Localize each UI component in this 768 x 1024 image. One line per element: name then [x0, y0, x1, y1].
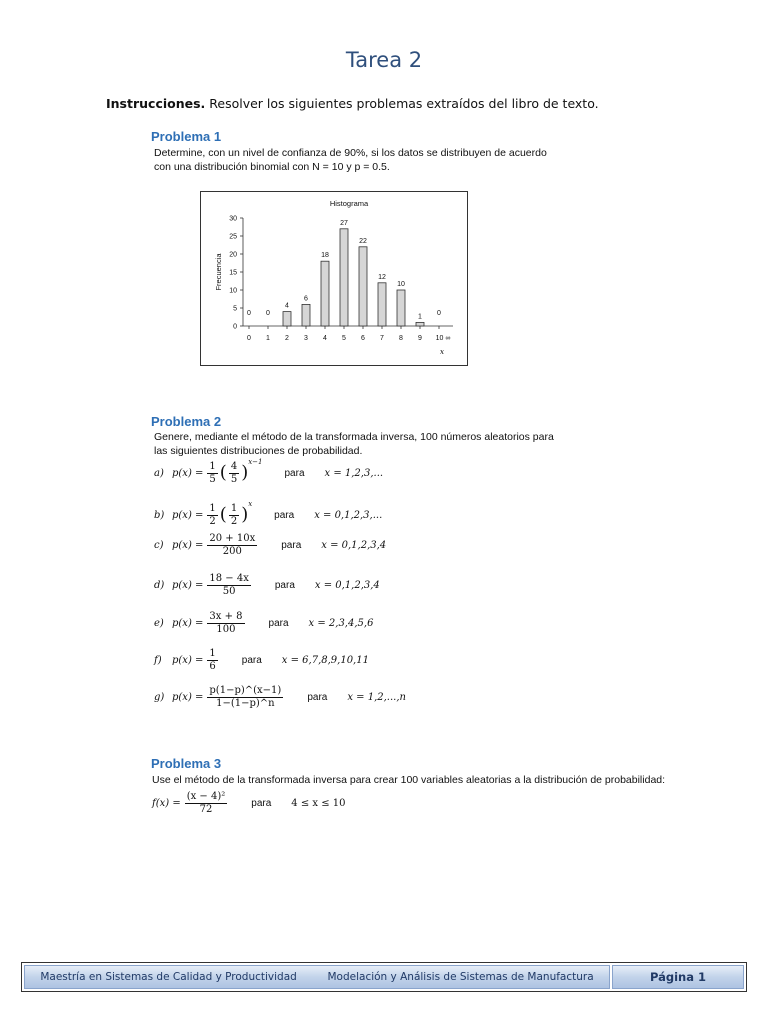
- formula-g-numerator: p(1−p)^(x−1): [209, 684, 282, 696]
- chart-title: Histograma: [329, 199, 369, 208]
- x-tick-label: 8: [399, 335, 403, 342]
- x-tick-label: 2: [285, 335, 289, 342]
- bar-value-label: 4: [285, 302, 289, 310]
- formula-a-domain: x = 1,2,3,...: [324, 467, 384, 479]
- formula-d-domain: x = 0,1,2,3,4: [314, 579, 380, 591]
- y-tick-label: 15: [229, 269, 237, 277]
- formula-e-fraction: [207, 611, 244, 636]
- problem-1-line-1: Determine, con un nivel de confianza de 90%, si los datos se distribuyen de acuerdo: [154, 147, 547, 159]
- bar-value-label: 0: [266, 310, 270, 317]
- formula-f: [154, 645, 369, 675]
- formula-d-para: para: [274, 579, 295, 591]
- problem-3-domain: 4 ≤ x ≤ 10: [291, 797, 346, 809]
- problem-3-numerator: (x − 4)²: [186, 790, 226, 802]
- y-tick-label: 0: [233, 323, 237, 331]
- formula-a-coef-den: 5: [209, 473, 216, 485]
- formula-c: [154, 530, 386, 560]
- problem-3-fraction: [185, 791, 228, 816]
- chart-y-axis-label: Frecuencia: [214, 253, 223, 291]
- formula-f-letter: f): [154, 654, 162, 666]
- formula-g-denominator: 1−(1−p)^n: [216, 697, 275, 709]
- formula-b-exponent: x: [248, 500, 253, 508]
- formula-b-lhs: p(x) =: [172, 509, 204, 521]
- formula-e-letter: e): [154, 617, 164, 629]
- formula-b-para: para: [274, 509, 295, 521]
- problem-1-line-2: con una distribución binomial con N = 10 y p = 0.5.: [154, 161, 390, 173]
- problem-1-text: [154, 146, 547, 174]
- y-tick-label: 20: [229, 251, 237, 259]
- x-tick-label: 1: [266, 335, 270, 342]
- formula-e-lhs: p(x) =: [172, 617, 204, 629]
- x-tick-label: 0: [247, 335, 251, 342]
- x-tick-label: 3: [304, 335, 308, 342]
- footer-page-number: Página 1: [612, 965, 744, 989]
- formula-f-numerator: 1: [209, 647, 216, 659]
- formula-problem-3: [152, 788, 345, 818]
- histogram-svg: [201, 192, 467, 365]
- formula-a-letter: a): [154, 467, 164, 479]
- bar-value-label: 10: [397, 281, 405, 288]
- chart-x-axis-label: x: [439, 347, 445, 356]
- formula-g-letter: g): [154, 691, 165, 703]
- x-tick-label: 7: [380, 335, 384, 342]
- formula-e-denominator: 100: [216, 623, 236, 635]
- formula-a: a) p(x) = $\frac{1}{5}$ ( $\frac{4}{5}$ ) $^{x-1}$ para x = 1,2,3,...: [154, 458, 384, 485]
- x-tick-label: 9: [418, 335, 422, 342]
- instructions-text: Resolver los siguientes problemas extraídos del libro de texto.: [205, 96, 599, 111]
- formula-e: [154, 608, 373, 638]
- formula-c-fraction: [207, 533, 257, 558]
- problem-2-text: [154, 430, 554, 458]
- problem-3-heading: Problema 3: [151, 756, 222, 771]
- x-tick-label: 4: [323, 335, 327, 342]
- formula-c-denominator: 200: [222, 545, 242, 557]
- problem-1-heading: Problema 1: [151, 129, 222, 144]
- formula-f-domain: x = 6,7,8,9,10,11: [281, 654, 369, 666]
- formula-a-coefficient: [207, 461, 217, 486]
- formula-e-domain: x = 2,3,4,5,6: [308, 617, 374, 629]
- formula-f-fraction: [207, 648, 217, 673]
- formula-b-base-den: 2: [230, 515, 238, 527]
- problem-3-para: para: [251, 797, 272, 809]
- problem-2-heading: Problema 2: [151, 414, 222, 429]
- formula-d-letter: d): [154, 579, 165, 591]
- formula-a-exponent: x−1: [248, 458, 263, 466]
- formula-c-domain: x = 0,1,2,3,4: [321, 539, 387, 551]
- x-tick-label: 5: [342, 335, 346, 342]
- histogram-bar: [321, 261, 329, 326]
- formula-b-letter: b): [154, 509, 165, 521]
- footer-program: Maestría en Sistemas de Calidad y Productividad: [40, 971, 297, 983]
- instructions: [106, 96, 599, 111]
- formula-b-base-num: 1: [230, 502, 238, 514]
- formula-d-numerator: 18 − 4x: [209, 572, 249, 584]
- formula-b: b) p(x) = $\frac{1}{2}$ ( $\frac{1}{2}$ ) $^x$ para x = 0,1,2,3,...: [154, 500, 383, 527]
- bar-value-label: 1: [418, 313, 422, 321]
- histogram-bar: [416, 322, 424, 326]
- formula-b-coefficient: [207, 503, 217, 528]
- formula-b-coef-den: 2: [209, 515, 216, 527]
- document-title: Tarea 2: [345, 48, 423, 72]
- formula-f-lhs: p(x) =: [172, 654, 204, 666]
- formula-f-denominator: 6: [209, 660, 216, 672]
- y-tick-label: 5: [233, 305, 237, 313]
- histogram-bar: [302, 304, 310, 326]
- problem-3-denominator: 72: [199, 803, 213, 815]
- formula-e-numerator: 3x + 8: [209, 610, 243, 622]
- formula-a-base: [229, 461, 239, 486]
- x-tick-label: 6: [361, 335, 365, 342]
- footer-course: Modelación y Análisis de Sistemas de Manufactura: [327, 971, 594, 983]
- problem-3-lhs: f(x) =: [152, 797, 181, 809]
- formula-a-lhs: p(x) =: [172, 467, 204, 479]
- histogram-bar: [378, 283, 386, 326]
- formula-g-para: para: [307, 691, 328, 703]
- bar-value-label: 18: [321, 252, 329, 260]
- page-footer: [21, 962, 747, 992]
- formula-c-lhs: p(x) =: [172, 539, 204, 551]
- formula-b-domain: x = 0,1,2,3,...: [314, 509, 383, 521]
- footer-main-cell: [24, 965, 610, 989]
- problem-2-line-1: Genere, mediante el método de la transformada inversa, 100 números aleatorios para: [154, 431, 554, 443]
- bar-value-label: 0: [247, 310, 251, 317]
- formula-a-para: para: [284, 467, 305, 479]
- bar-value-label: 27: [340, 219, 348, 227]
- bar-value-label: 0: [437, 310, 441, 317]
- bar-value-label: 22: [359, 237, 367, 245]
- formula-b-base: [229, 503, 239, 528]
- y-tick-label: 25: [229, 233, 237, 241]
- histogram-bar: [359, 247, 367, 326]
- instructions-label: Instrucciones.: [106, 96, 206, 111]
- formula-g-domain: x = 1,2,...,n: [347, 691, 406, 703]
- formula-f-para: para: [241, 654, 262, 666]
- x-tick-label: 10 ∞: [435, 335, 451, 342]
- formula-g: [154, 682, 406, 712]
- problem-3-line-1: Use el método de la transformada inversa para crear 100 variables aleatorias a la distribución de probabilidad:: [152, 774, 666, 786]
- formula-b-coef-num: 1: [209, 502, 216, 514]
- histogram-bar: [283, 312, 291, 326]
- y-tick-label: 10: [229, 287, 237, 295]
- formula-d: [154, 570, 380, 600]
- histogram-bar: [397, 290, 405, 326]
- formula-g-fraction: [207, 685, 283, 710]
- formula-a-base-den: 5: [230, 473, 238, 485]
- y-tick-label: 30: [229, 215, 237, 223]
- formula-c-letter: c): [154, 539, 164, 551]
- formula-a-base-num: 4: [230, 460, 238, 472]
- formula-d-denominator: 50: [222, 585, 236, 597]
- bar-value-label: 6: [304, 295, 308, 303]
- formula-a-coef-num: 1: [209, 460, 216, 472]
- formula-g-lhs: p(x) =: [172, 691, 204, 703]
- formula-d-lhs: p(x) =: [172, 579, 204, 591]
- histogram-bar: [340, 229, 348, 326]
- bar-value-label: 12: [378, 273, 386, 281]
- histogram-chart: [200, 191, 468, 366]
- formula-e-para: para: [268, 617, 289, 629]
- problem-2-line-2: las siguientes distribuciones de probabilidad.: [154, 445, 363, 457]
- formula-c-numerator: 20 + 10x: [209, 532, 256, 544]
- formula-c-para: para: [281, 539, 302, 551]
- formula-d-fraction: [207, 573, 250, 598]
